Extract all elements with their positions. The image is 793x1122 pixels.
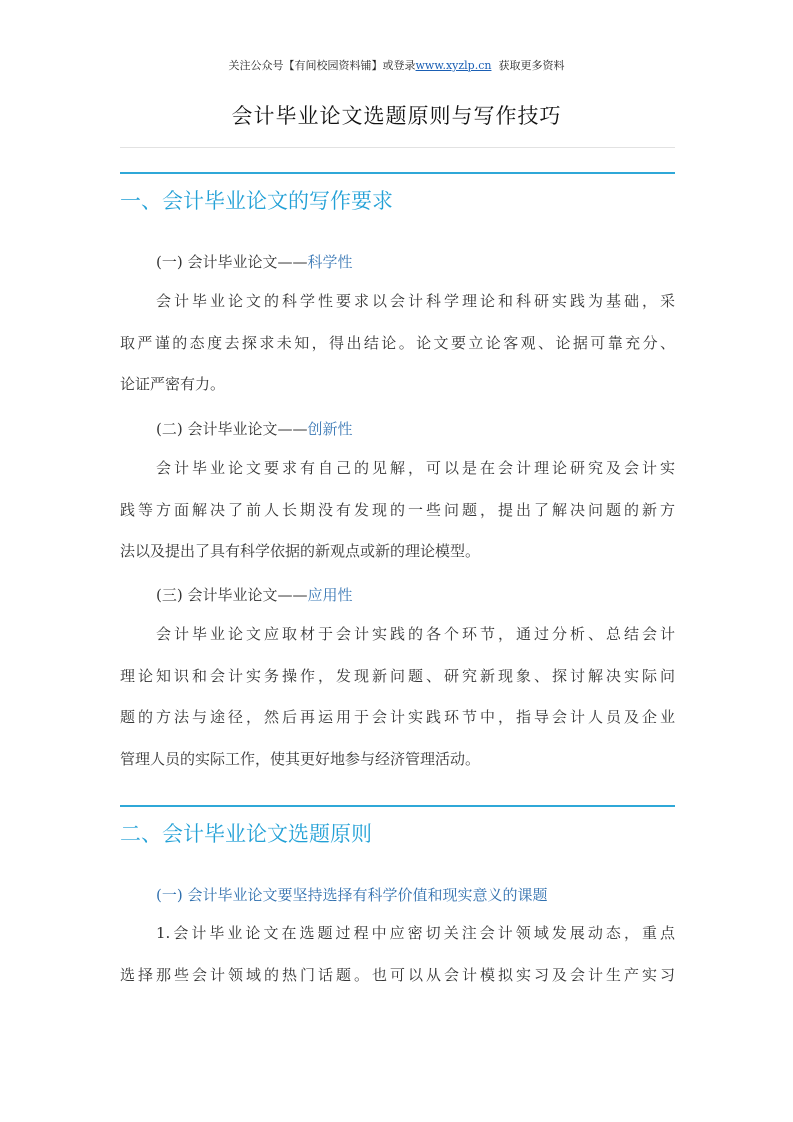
section1-heading: 一、会计毕业论文的写作要求 (120, 189, 393, 213)
paragraph-line: 选择那些会计领域的热门话题。也可以从会计模拟实习及会计生产实习 (120, 965, 675, 984)
paragraph-line: 题的方法与途径，然后再运用于会计实践环节中，指导会计人员及企业 (120, 708, 675, 726)
paragraph-applied (120, 614, 675, 780)
subheading-applied (156, 584, 353, 606)
paragraph-line: 论证严密有力。 (120, 375, 226, 393)
notice-suffix: 获取更多资料 (498, 59, 565, 72)
subheading-label: (一) 会计毕业论文—— (156, 253, 308, 271)
paragraph-line: 会计毕业论文要求有自己的见解，可以是在会计理论研究及会计实 (156, 459, 675, 477)
notice-prefix: 关注公众号【有间校园资料铺】或登录 (228, 59, 416, 72)
top-notice (0, 59, 793, 73)
document-title: 会计毕业论文选题原则与写作技巧 (231, 104, 562, 128)
section2-heading: 二、会计毕业论文选题原则 (120, 822, 372, 846)
subheading-label: (二) 会计毕业论文—— (156, 420, 308, 438)
subheading-keyword: 应用性 (307, 586, 353, 604)
paragraph-line: 会计毕业论文的科学性要求以会计科学理论和科研实践为基础，采 (156, 292, 675, 310)
paragraph-line: 取严谨的态度去探求未知，得出结论。论文要立论客观、论据可靠充分、 (120, 333, 675, 352)
paragraph-line: 管理人员的实际工作，使其更好地参与经济管理活动。 (120, 749, 481, 768)
paragraph-line: 践等方面解决了前人长期没有发现的一些问题，提出了解决问题的新方 (120, 500, 675, 519)
paragraph-line: 理论知识和会计实务操作，发现新问题、研究新现象、探讨解决实际问 (120, 666, 675, 685)
subheading-keyword: 创新性 (307, 420, 353, 438)
section2-subheading: (一) 会计毕业论文要坚持选择有科学价值和现实意义的课题 (156, 886, 548, 904)
paragraph-scientific (120, 281, 675, 406)
subheading-keyword: 科学性 (307, 253, 353, 271)
paragraph-line: 会计毕业论文应取材于会计实践的各个环节，通过分析、总结会计 (156, 625, 675, 643)
subheading-innovative (156, 418, 353, 440)
paragraph-innovative (120, 448, 675, 573)
subheading-scientific (156, 251, 353, 273)
paragraph-line: 1.会计毕业论文在选题过程中应密切关注会计领域发展动态，重点 (156, 924, 675, 942)
website-link[interactable]: www.xyzlp.cn (415, 59, 492, 72)
paragraph-topic-selection (120, 913, 675, 996)
subheading-label: (三) 会计毕业论文—— (156, 586, 308, 604)
section1-divider (120, 172, 675, 174)
title-divider (120, 147, 675, 148)
section2-divider (120, 805, 675, 807)
paragraph-line: 法以及提出了具有科学依据的新观点或新的理论模型。 (120, 542, 481, 560)
